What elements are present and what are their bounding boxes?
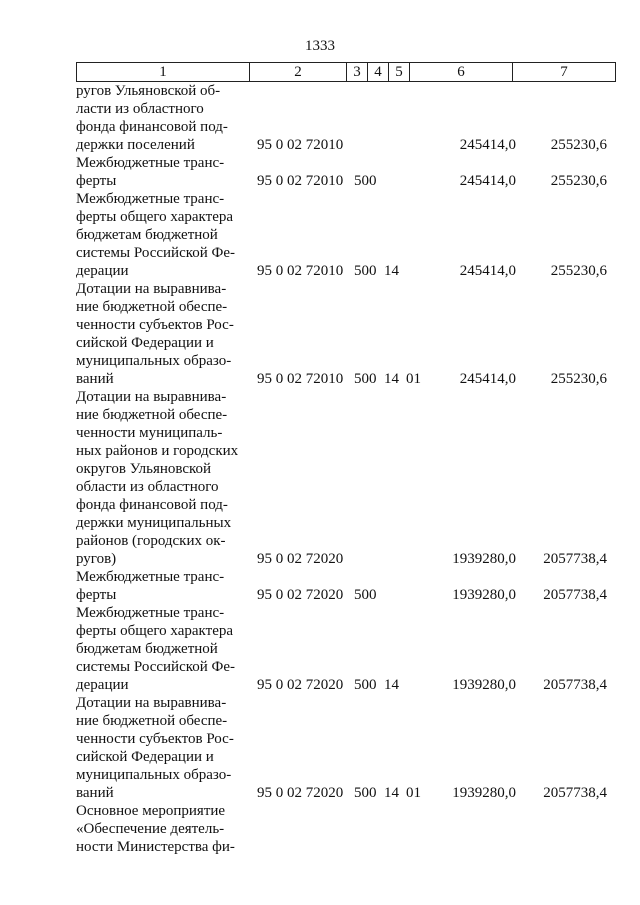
column-header-7: 7 [513,63,616,82]
table-row [76,280,621,388]
row-value-2: 255230,6 [550,371,607,387]
row-code: 95 0 02 72020 [257,785,344,801]
row-description: Дотации на выравнива- ние бюджетной обеспе- ченности муниципаль- ных районов и городских округов Ульяновской области из областного фонда финансовой под- держки муниципальных районов (городских ок- ругов) [76,389,239,567]
row-col4: 14 [384,371,399,387]
row-value-1: 245414,0 [459,263,516,279]
row-col4: 14 [384,785,399,801]
column-header-5: 5 [389,63,410,82]
row-value-2: 2057738,4 [543,587,607,603]
column-header-1: 1 [77,63,250,82]
page-number: 1333 [305,38,335,54]
row-col4: 14 [384,263,399,279]
row-col5: 01 [406,785,421,801]
column-header-table [76,62,616,82]
row-description: Межбюджетные транс- ферты общего характера бюджетам бюджетной системы Российской Фе- дерации [76,605,236,693]
row-description: Дотации на выравнива- ние бюджетной обеспе- ченности субъектов Рос- сийской Федерации и муниципальных образо- ваний [76,695,234,801]
row-col5: 01 [406,371,421,387]
row-value-1: 1939280,0 [452,677,516,693]
column-header-row [77,63,616,82]
table-row [76,190,621,280]
row-description: Межбюджетные транс- ферты общего характера бюджетам бюджетной системы Российской Фе- дерации [76,191,236,279]
table-row [76,154,621,190]
row-value-1: 245414,0 [459,137,516,153]
row-col3: 500 [354,263,377,279]
row-value-2: 255230,6 [550,137,607,153]
row-value-1: 1939280,0 [452,551,516,567]
row-value-2: 2057738,4 [543,677,607,693]
row-value-1: 1939280,0 [452,785,516,801]
row-col3: 500 [354,173,377,189]
row-description: Основное мероприятие «Обеспечение деятель- ности Министерства фи- [76,803,235,855]
row-value-1: 245414,0 [459,371,516,387]
row-description: Дотации на выравнива- ние бюджетной обеспе- ченности субъектов Рос- сийской Федерации и муниципальных образо- ваний [76,281,234,387]
row-code: 95 0 02 72020 [257,551,344,567]
row-description: ругов Ульяновской об- ласти из областного фонда финансовой под- держки поселений [76,83,228,153]
row-col3: 500 [354,677,377,693]
row-code: 95 0 02 72010 [257,137,344,153]
table-row [76,388,621,568]
row-description: Межбюджетные транс- ферты [76,155,225,189]
row-col3: 500 [354,587,377,603]
table-row [76,568,621,604]
row-col3: 500 [354,371,377,387]
column-header-4: 4 [368,63,389,82]
row-value-2: 255230,6 [550,173,607,189]
row-code: 95 0 02 72020 [257,587,344,603]
table-row [76,82,621,154]
row-code: 95 0 02 72020 [257,677,344,693]
column-header-2: 2 [250,63,347,82]
row-value-2: 2057738,4 [543,785,607,801]
row-code: 95 0 02 72010 [257,263,344,279]
table-row [76,802,621,856]
column-header-3: 3 [347,63,368,82]
row-value-1: 245414,0 [459,173,516,189]
table-row [76,604,621,694]
row-description: Межбюджетные транс- ферты [76,569,225,603]
row-code: 95 0 02 72010 [257,371,344,387]
table-body [76,82,621,856]
row-code: 95 0 02 72010 [257,173,344,189]
row-value-1: 1939280,0 [452,587,516,603]
row-col3: 500 [354,785,377,801]
row-value-2: 2057738,4 [543,551,607,567]
row-col4: 14 [384,677,399,693]
table-row [76,694,621,802]
row-value-2: 255230,6 [550,263,607,279]
column-header-6: 6 [410,63,513,82]
